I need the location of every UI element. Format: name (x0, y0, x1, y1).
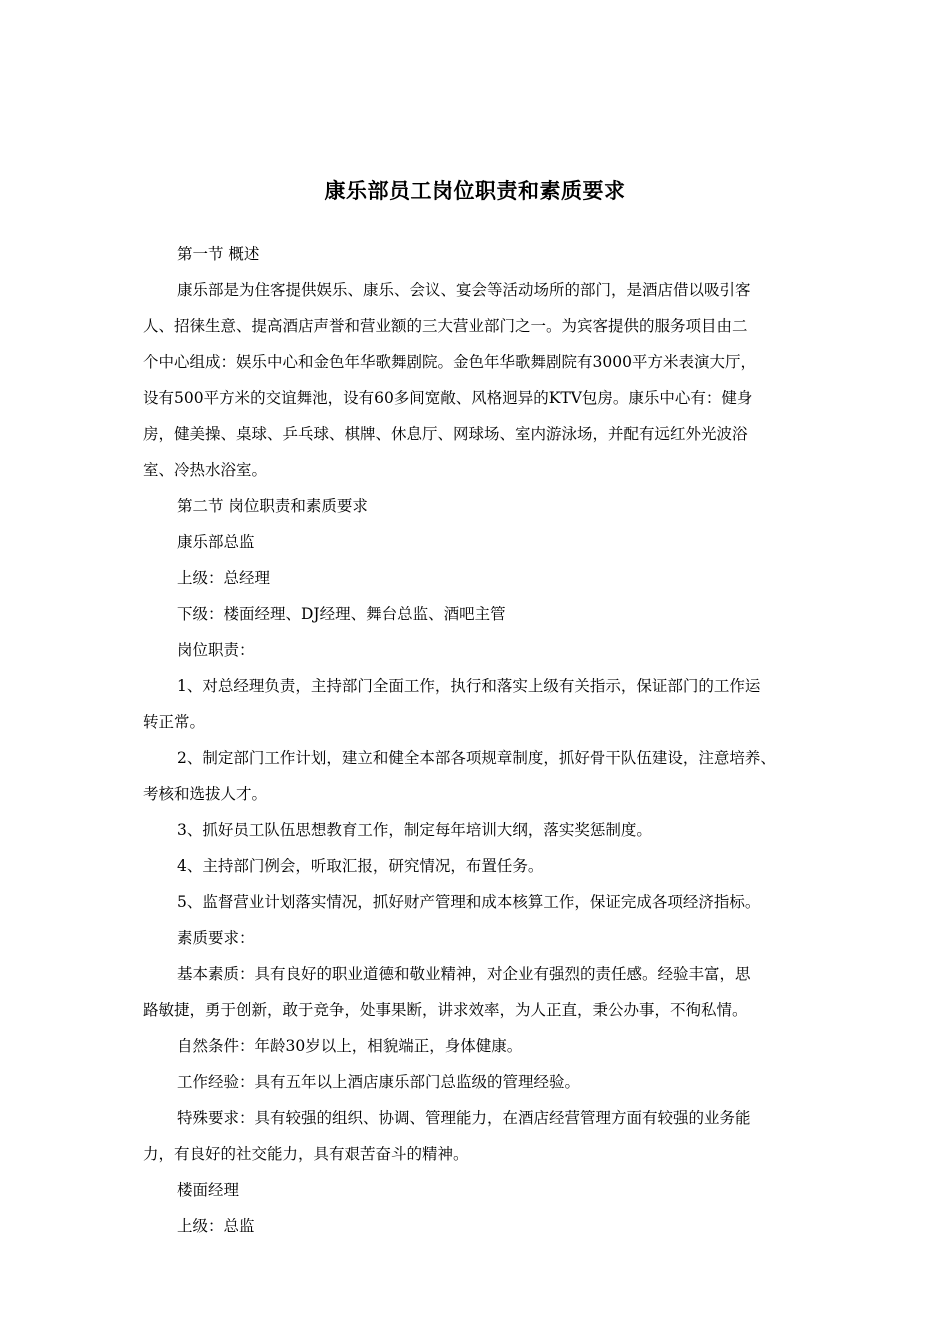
text-line: 工作经验：具有五年以上酒店康乐部门总监级的管理经验。 (177, 1073, 581, 1091)
text-line: 人、招徕生意、提高酒店声誉和营业额的三大营业部门之一。为宾客提供的服务项目由二 (143, 317, 748, 335)
text-line: 康乐部是为住客提供娱乐、康乐、会议、宴会等活动场所的部门，是酒店借以吸引客 (177, 281, 751, 299)
text-line: 室、冷热水浴室。 (143, 461, 268, 479)
text-line: 楼面经理 (177, 1181, 240, 1199)
document-title: 康乐部员工岗位职责和素质要求 (324, 179, 626, 203)
text-line: 第一节 概述 (177, 245, 260, 263)
text-line: 1、对总经理负责，主持部门全面工作，执行和落实上级有关指示，保证部门的工作运 (177, 677, 761, 695)
text-line: 岗位职责： (177, 641, 255, 659)
text-line: 设有500平方米的交谊舞池，设有60多间宽敞、风格迥异的KTV包房。康乐中心有：健身 (143, 389, 753, 407)
text-line: 上级：总经理 (177, 569, 271, 587)
text-line: 4、主持部门例会，听取汇报，研究情况，布置任务。 (177, 857, 544, 875)
text-line: 转正常。 (143, 713, 206, 731)
text-line: 力，有良好的社交能力，具有艰苦奋斗的精神。 (143, 1145, 469, 1163)
text-line: 考核和选拔人才。 (143, 785, 268, 803)
text-line: 5、监督营业计划落实情况，抓好财产管理和成本核算工作，保证完成各项经济指标。 (177, 893, 761, 911)
text-line: 第二节 岗位职责和素质要求 (177, 497, 368, 515)
text-line: 2、制定部门工作计划，建立和健全本部各项规章制度，抓好骨干队伍建设，注意培养、 (177, 749, 776, 767)
text-line: 基本素质：具有良好的职业道德和敬业精神，对企业有强烈的责任感。经验丰富，思 (177, 965, 751, 983)
text-line: 康乐部总监 (177, 533, 255, 551)
text-line: 素质要求： (177, 929, 255, 947)
text-line: 特殊要求：具有较强的组织、协调、管理能力，在酒店经营管理方面有较强的业务能 (177, 1109, 751, 1127)
text-line: 3、抓好员工队伍思想教育工作，制定每年培训大纲，落实奖惩制度。 (177, 821, 652, 839)
text-line: 路敏捷，勇于创新，敢于竞争，处事果断，讲求效率，为人正直，秉公办事，不徇私情。 (143, 1001, 748, 1019)
document-body (143, 236, 819, 1244)
text-line: 下级：楼面经理、DJ经理、舞台总监、酒吧主管 (177, 605, 506, 623)
text-line: 自然条件：年龄30岁以上，相貌端正，身体健康。 (177, 1037, 523, 1055)
text-line: 个中心组成：娱乐中心和金色年华歌舞剧院。金色年华歌舞剧院有3000平方米表演大厅， (143, 353, 756, 371)
text-line: 上级：总监 (177, 1217, 255, 1235)
text-line: 房，健美操、桌球、乒乓球、棋牌、休息厅、网球场、室内游泳场，并配有远红外光波浴 (143, 425, 748, 443)
